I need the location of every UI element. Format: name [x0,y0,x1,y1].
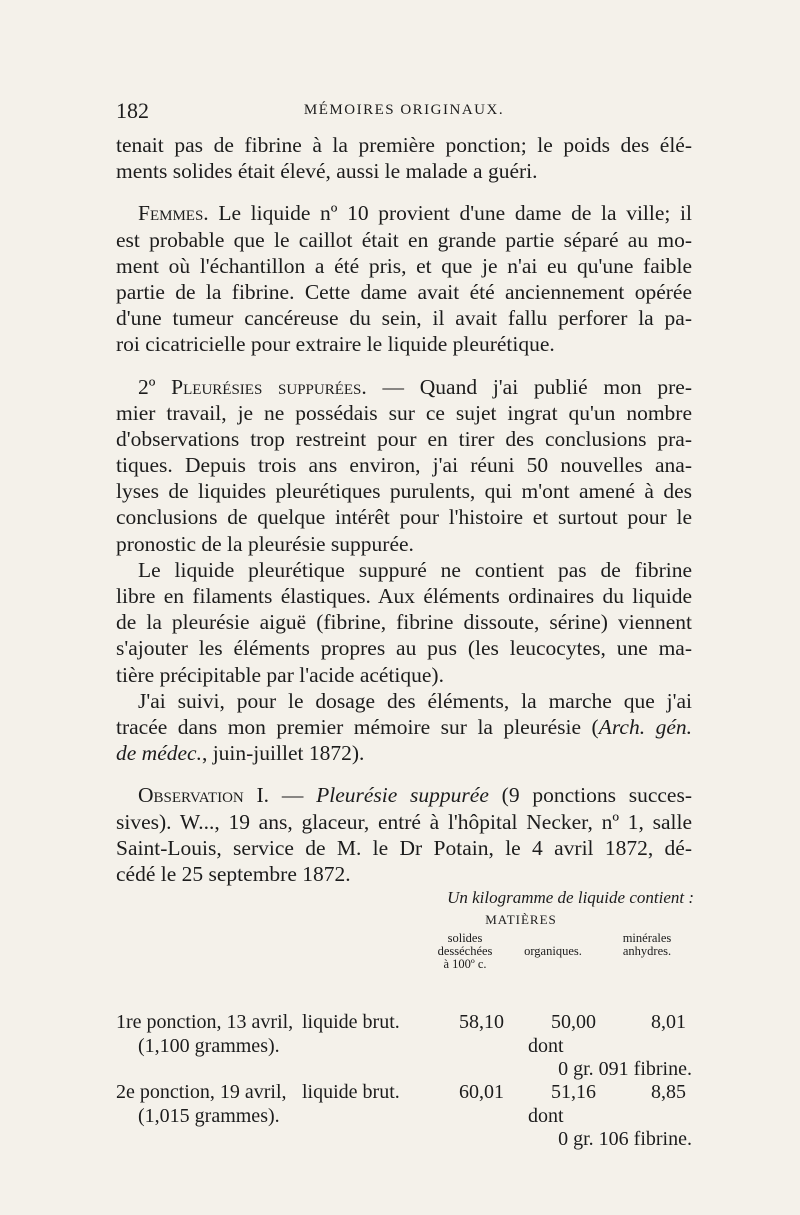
paragraph-line: Saint-Louis, service de M. le Dr Potain, le 4 avril 1872, dé- [116,835,692,860]
value-organiques: 51,16 [551,1081,596,1103]
row-quantity: (1,100 grammes). [138,1035,280,1057]
paragraph-line: tiques. Depuis trois ans environ, j'ai réuni 50 nouvelles ana- [116,453,692,478]
value-organiques: 50,00 [551,1011,596,1033]
table-row-fibrine [116,1057,696,1081]
page-number: 182 [116,98,149,123]
running-title: MÉMOIRES ORIGINAUX. [303,102,505,118]
paragraph-line: cédé le 25 septembre 1872. [116,861,351,886]
body-text [116,132,692,887]
paragraph-line: ments solides était élevé, aussi le malade a guéri. [116,159,538,184]
observation-heading-line: Observation I. — Pleurésie suppurée (9 ponctions succes- [138,783,692,808]
table-row [116,1080,696,1104]
table-row-fibrine [116,1127,696,1151]
paragraph-line: de médec., juin-juillet 1872). [116,741,365,766]
row-quantity: (1,015 grammes). [138,1105,280,1127]
paragraph-line: mier travail, je ne possédais sur ce sujet ingrat qu'un nombre [116,400,692,425]
table-row [116,1010,696,1034]
value-solides: 60,01 [459,1081,504,1103]
column-header-minerales: minérales anhydres. [622,931,672,958]
page-header [116,98,692,124]
paragraph-line: d'observations trop restreint pour en tirer des conclusions pra- [116,426,692,451]
value-fibrine: 0 gr. 106 fibrine. [558,1128,692,1150]
paragraph-line: sives). W..., 19 ans, glaceur, entré à l'hôpital Necker, nº 1, salle [116,809,692,834]
paragraph-line: de la pleurésie aiguë (fibrine, fibrine dissoute, sérine) viennent [116,610,692,635]
section-lead-femmes: Femmes. [138,201,209,226]
paragraph-line: 2º Pleurésies suppurées. — Quand j'ai publié mon pre- [138,374,692,399]
paragraph-line: partie de la fibrine. Cette dame avait été anciennement opérée [116,279,692,304]
table-caption: Un kilogramme de liquide contient : [447,888,694,907]
row-label: 1re ponction, 13 avril, [116,1011,294,1033]
table-group-header: MATIÈRES [485,912,557,927]
value-fibrine: 0 gr. 091 fibrine. [558,1058,692,1080]
value-minerales: 8,85 [651,1081,686,1103]
paragraph-line: ment où l'échantillon a été pris, et que je n'ai eu qu'une faible [116,253,692,278]
observation-lead: Observation I. [138,783,270,808]
column-header-organiques: organiques. [524,944,582,958]
paragraph-line: Le liquide pleurétique suppuré ne contient pas de fibrine [138,557,692,582]
value-minerales: 8,01 [651,1011,686,1033]
paragraph-line: conclusions de quelque intérêt pour l'histoire et surtout pour le [116,505,692,530]
paragraph-line: est probable que le caillot était en grande partie séparé au mo- [116,227,692,252]
paragraph-line: tracée dans mon premier mémoire sur la pleurésie (Arch. gén. [116,714,692,739]
paragraph-line: J'ai suivi, pour le dosage des éléments, la marche que j'ai [138,688,692,713]
paragraph-line: d'une tumeur cancéreuse du sein, il avait fallu perforer la pa- [116,306,692,331]
value-solides: 58,10 [459,1011,504,1033]
observation-title: Pleurésie suppurée [316,783,489,808]
paragraph-line: libre en filaments élastiques. Aux éléments ordinaires du liquide [116,584,692,608]
table-row-sub [116,1034,696,1058]
paragraph-line: s'ajouter les éléments propres au pus (les leucocytes, une ma- [116,636,692,661]
paragraph-line: pronostic de la pleurésie suppurée. [116,531,414,556]
citation-journal-cont: de médec. [116,741,202,766]
paragraph-line: tenait pas de fibrine à la première ponction; le poids des élé- [116,133,692,157]
table-row-sub [116,1104,696,1128]
citation-journal: Arch. gén. [598,714,692,739]
paragraph-line: roi cicatricielle pour extraire le liquide pleurétique. [116,332,555,357]
row-label: 2e ponction, 19 avril, [116,1081,287,1103]
row-type: liquide brut. [302,1081,400,1103]
paragraph-line: lyses de liquides pleurétiques purulents, qui m'ont amené à des [116,479,692,504]
paragraph-line: Femmes. Le liquide nº 10 provient d'une dame de la ville; il [138,201,692,226]
row-type: liquide brut. [302,1011,400,1033]
section-lead-pleuresies: Pleurésies suppurées. [171,374,367,399]
column-header-solides: solides desséchées à 100º c. [437,931,493,971]
row-dont: dont [528,1105,564,1127]
paragraph-line: tière précipitable par l'acide acétique). [116,662,444,687]
row-dont: dont [528,1035,564,1057]
